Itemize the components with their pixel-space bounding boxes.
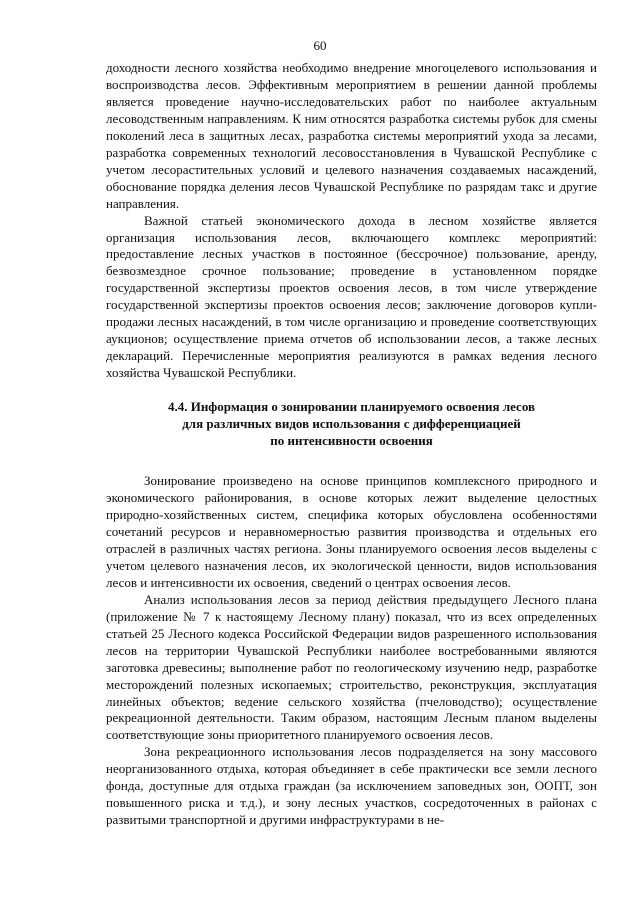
paragraph-continuation: доходности лесного хозяйства необходимо внедрение многоцелевого использования и воспроизводства лесов. Эффективным мероприятием в решении данной проблемы является проведение научно-исследовательских работ по наиболее актуальным лесоводственным направлениям. К ним относятся разработка системы рубок для смены поколений леса в защитных лесах, разработка системы мероприятий ухода за лесами, разработка современных технологий лесовосстановления в Чувашской Республике с учетом лесорастительных условий и целевого назначения создаваемых насаждений, обоснование порядка деления лесов Чувашской Республике по разрядам такс и другие направления. bbox=[106, 60, 597, 211]
section-heading-line: по интенсивности освоения bbox=[270, 433, 433, 449]
paragraph-economic-income: Важной статьей экономического дохода в лесном хозяйстве является организация использования лесов, включающего комплекс мероприятий: предоставление лесных участков в постоянное (бессрочное) пользование, аренду, безвозмездное срочное пользование; проведение в установленном порядке государственной экспертизы проектов освоения лесов, в том числе утверждение государственной экспертизы проектов освоения лесов; заключение договоров купли-продажи лесных насаждений, в том числе организацию и проведение соответствующих аукционов; осуществление приема отчетов об использовании лесов, а также лесных деклараций. Перечисленные мероприятия реализуются в рамках ведения лесного хозяйства Чувашской Республики. bbox=[106, 212, 597, 381]
section-heading-line: 4.4. Информация о зонировании планируемого освоения лесов bbox=[167, 399, 536, 415]
section-heading bbox=[106, 398, 597, 449]
section-heading-line: для различных видов использования с дифференциацией bbox=[182, 416, 521, 432]
page-number: 60 bbox=[313, 38, 327, 53]
paragraph-zoning: Зонирование произведено на основе принципов комплексного природного и экономического районирования, в основе которых лежит выделение целостных природно-хозяйственных систем, специфика которых обусловлена особенностями сочетаний ресурсов и неравномерностью развития производства и отдельных его отраслей в различных частях региона. Зоны планируемого освоения лесов выделены с учетом целевого назначения лесов, их экологической ценности, видов использования лесов и интенсивности их освоения, сведений о центрах освоения лесов. bbox=[106, 473, 597, 590]
paragraph-recreation-zone: Зона рекреационного использования лесов подразделяется на зону массового неорганизованного отдыха, которая объединяет в себе практически все земли лесного фонда, доступные для отдыха граждан (за исключением заповедных зон, ООПТ, зон повышенного риска и т.д.), и зону лесных участков, сосредоточенных в районах с развитыми транспортной и другими инфраструктурами в не- bbox=[106, 744, 597, 828]
document-body bbox=[106, 60, 597, 829]
paragraph-analysis: Анализ использования лесов за период действия предыдущего Лесного плана (приложение № 7 к настоящему Лесному плану) показал, что из всех определенных статьей 25 Лесного кодекса Российской Федерации видов разрешенного использования лесов на территории Чувашской Республики наиболее востребованными являются заготовка древесины; выполнение работ по геологическому изучению недр, разработке месторождений полезных ископаемых; строительство, реконструкция, эксплуатация линейных объектов; ведение сельского хозяйства (пчеловодство); осуществление рекреационной деятельности. Таким образом, настоящим Лесным планом выделены соответствующие зоны приоритетного планируемого освоения лесов. bbox=[106, 591, 597, 743]
